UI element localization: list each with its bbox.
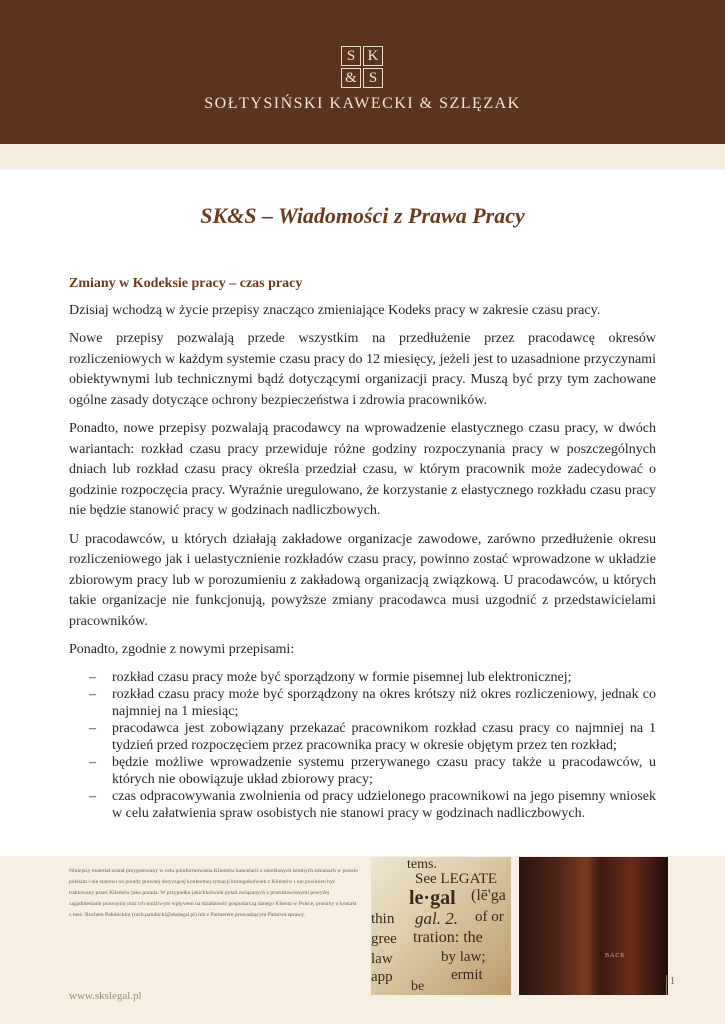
bullet-dash: – bbox=[89, 754, 96, 770]
paragraph-intro: Dzisiaj wchodzą w życie przepisy znacząco zmieniające Kodeks pracy w zakresie czasu pracy. bbox=[69, 302, 601, 318]
cream-divider-band bbox=[0, 144, 725, 170]
list-item bbox=[69, 686, 656, 720]
paragraph-list-intro: Ponadto, zgodnie z nowymi przepisami: bbox=[69, 642, 295, 657]
page-number-divider bbox=[666, 975, 667, 995]
logo-letter-s2: S bbox=[363, 68, 383, 88]
photo-word: law bbox=[371, 951, 393, 967]
photo-word: by law; bbox=[441, 949, 486, 965]
list-item-text: pracodawca jest zobowiązany przekazać pracownikom rozkład czasu pracy co najmniej na 1 tydzień przed rozpoczęciem przez pracownika pracy w okresie objętym przez ten rozkład; bbox=[112, 720, 656, 753]
photo-word: thin bbox=[371, 911, 395, 927]
photo-word: app bbox=[371, 969, 393, 985]
bullet-dash: – bbox=[89, 669, 96, 685]
document-title: SK&S – Wiadomości z Prawa Pracy bbox=[200, 203, 525, 228]
bullet-dash: – bbox=[89, 720, 96, 736]
photo-word: tems. bbox=[407, 857, 437, 872]
legal-disclaimer: Niniejszy materiał został przygotowany w celu poinformowania Klientów kancelarii o określonych istotnych zmianach w prawie polskim i nie stanowi on porady prawnej dotyczącej konkretnej sytuacji któregokolwiek z Klientów i nie powinien być traktowany przez Klientów jako porada. W przypadku jakichkolwiek pytań związanych z przedstawionymi powyżej zagadnieniami prawnymi oraz ich możliwym wpływem na działalność gospodarczą danego Klienta w Polsce, prosimy o kontakt z mec. Rochem Pałubickim (roch.palubicki@skslegal.pl) lub z Partnerem prowadzącym Państwa sprawy. bbox=[69, 868, 358, 918]
photo-word: le·gal bbox=[409, 887, 456, 909]
book-spine-label: BACK bbox=[605, 953, 626, 959]
law-books-photo bbox=[519, 857, 668, 995]
header-banner bbox=[0, 0, 725, 144]
page-number: 1 bbox=[670, 976, 675, 987]
list-item bbox=[69, 720, 656, 754]
logo-letter-ampersand: & bbox=[341, 68, 361, 88]
paragraph-flexible-time: Ponadto, nowe przepisy pozwalają pracodawcy na wprowadzenie elastycznego czasu pracy, w dwóch wariantach: rozkład czasu pracy przewiduje różne godziny rozpoczynania pracy w poszczególnych dniach lub rozkład czasu pracy określa przedział czasu, w którym pracownik może zadecydować o godzinie rozpoczęcia pracy. Wyraźnie uregulowano, że korzystanie z elastycznego rozkładu czasu pracy nie będzie stanowić pracy w godzinach nadliczbowych. bbox=[69, 421, 656, 518]
list-item-text: rozkład czasu pracy może być sporządzony w formie pisemnej lub elektronicznej; bbox=[112, 669, 572, 685]
list-item-text: rozkład czasu pracy może być sporządzony na okres krótszy niż okres rozliczeniowy, jednak co najmniej na 1 miesiąc; bbox=[112, 686, 656, 719]
document-body bbox=[69, 274, 656, 822]
photo-word: See LEGATE bbox=[415, 871, 498, 887]
changes-list bbox=[69, 669, 656, 822]
photo-word: (lē'ga bbox=[471, 887, 506, 904]
photo-word: be bbox=[411, 979, 425, 994]
bullet-dash: – bbox=[89, 788, 96, 804]
website-link[interactable]: www.skslegal.pl bbox=[69, 990, 142, 1002]
list-item-text: będzie możliwe wprowadzenie systemu przerywanego czasu pracy także u pracodawców, u których nie obowiązuje układ zbiorowy pracy; bbox=[112, 754, 656, 787]
photo-word: ermit bbox=[451, 967, 483, 983]
dictionary-legal-photo bbox=[371, 857, 511, 995]
bullet-dash: – bbox=[89, 686, 96, 702]
list-item-text: czas odpracowywania zwolnienia od pracy udzielonego pracownikowi na jego pisemny wniosek w celu załatwienia spraw osobistych nie stanowi pracy w godzinach nadliczbowych. bbox=[112, 788, 656, 821]
firm-name: SOŁTYSIŃSKI KAWECKI & SZLĘZAK bbox=[204, 95, 521, 112]
list-item bbox=[69, 669, 656, 686]
paragraph-unions: U pracodawców, u których działają zakładowe organizacje zawodowe, zarówno przedłużenie okresu rozliczeniowego jak i uelastycznienie rozkładów czasu pracy, powinno zostać wprowadzone w układzie zbiorowym pracy lub w porozumieniu z zakładową organizacją związkową. U pracodawców, u których takie organizacje nie funkcjonują, powyższe zmiany pracodawca musi uzgodnić z przedstawicielami pracowników. bbox=[69, 531, 656, 629]
photo-word: gree bbox=[371, 931, 397, 947]
section-heading: Zmiany w Kodeksie pracy – czas pracy bbox=[69, 276, 303, 291]
photo-word: of or bbox=[475, 909, 504, 925]
list-item bbox=[69, 788, 656, 822]
photo-word: gal. 2. bbox=[415, 909, 458, 928]
list-item bbox=[69, 754, 656, 788]
paragraph-settlement-periods: Nowe przepisy pozwalają przede wszystkim na przedłużenie przez pracodawcę okresów rozliczeniowych w każdym systemie czasu pracy do 12 miesięcy, jeżeli jest to uzasadnione przyczynami obiektywnymi lub technicznymi bądź dotyczącymi organizacji pracy. Muszą być przy tym zachowane ogólne zasady dotyczące ochrony bezpieczeństwa i zdrowia pracowników. bbox=[69, 331, 656, 408]
photo-word: tration: the bbox=[413, 929, 483, 946]
logo-letter-k: K bbox=[363, 46, 383, 66]
logo-letter-s1: S bbox=[341, 46, 361, 66]
firm-logo bbox=[341, 46, 383, 88]
